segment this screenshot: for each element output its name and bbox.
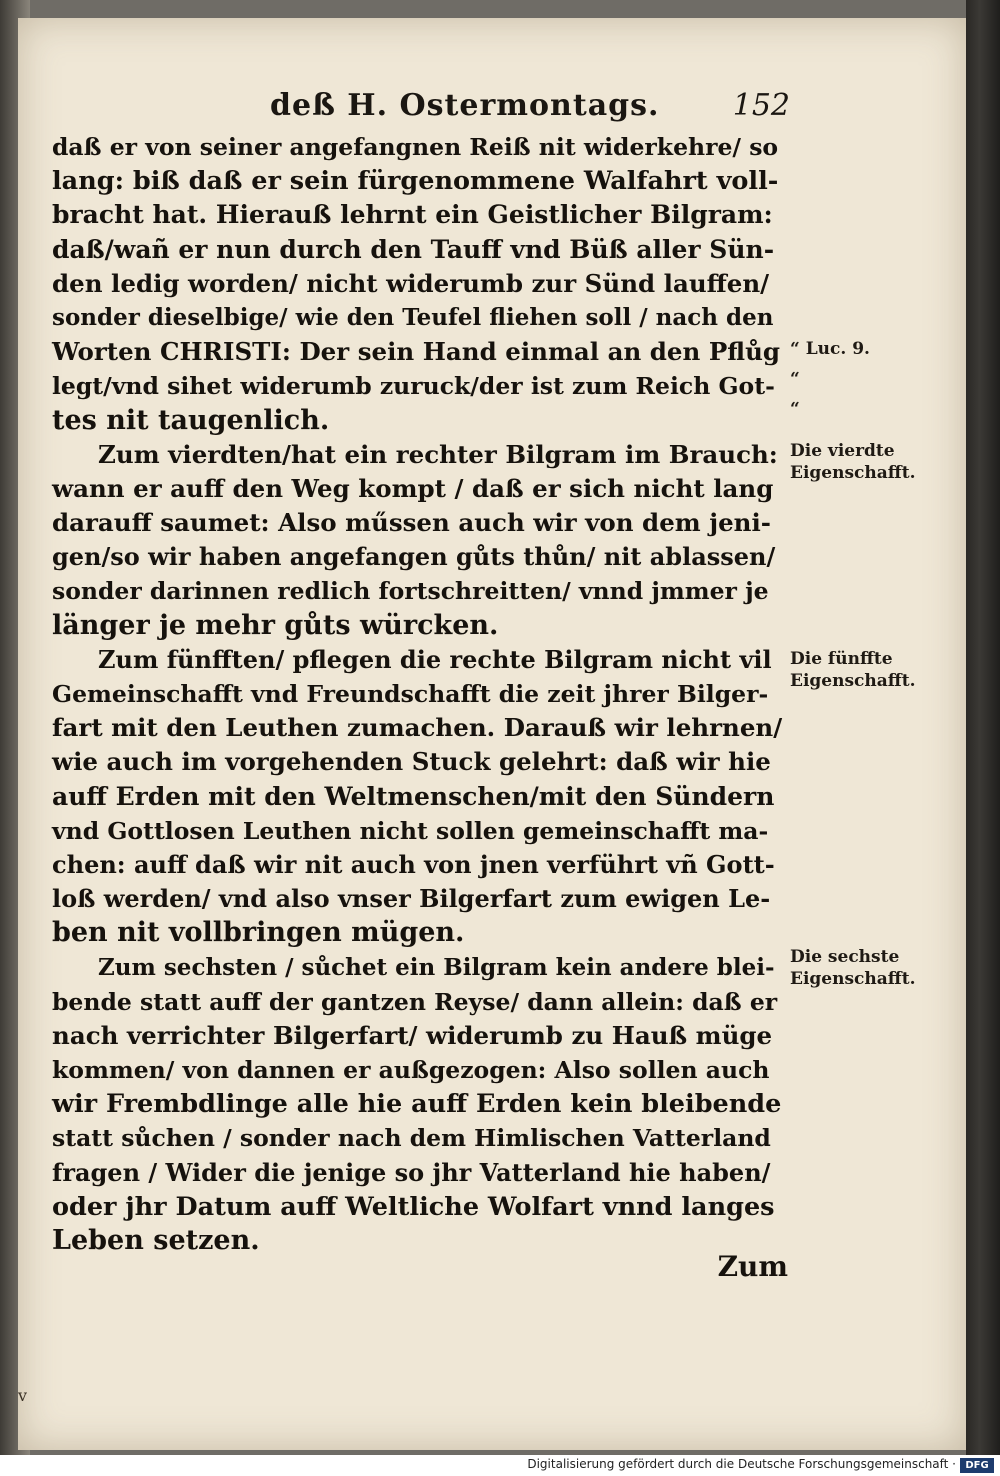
- text-line: fragen / Wider die jenige so jhr Vatterland hie haben/: [52, 1157, 771, 1187]
- margin-note-sechste: Die sechste Eigenschafft.: [790, 947, 916, 989]
- text-line: kommen/ von dannen er außgezogen: Also sollen auch: [52, 1056, 770, 1085]
- text-line: Worten CHRISTI: Der sein Hand einmal an den Pflůg: [52, 337, 781, 367]
- text-line: Zum sechsten / sůchet ein Bilgram kein andere blei-: [98, 953, 775, 981]
- margin-note-vierdte: Die vierdte Eigenschafft.: [790, 441, 916, 483]
- text-line: Zum vierdten/hat ein rechter Bilgram im Brauch:: [98, 439, 778, 469]
- footer-bar: [0, 1455, 1000, 1476]
- footer-credit: Digitalisierung gefördert durch die Deutsche Forschungsgemeinschaft ·: [527, 1457, 956, 1471]
- margin-note-quote-mark: “: [790, 369, 800, 389]
- running-head-title: deß H. Ostermontags.: [270, 88, 660, 123]
- text-line: ben nit vollbringen mügen.: [52, 917, 465, 949]
- text-line: wann er auff den Weg kompt / daß er sich nicht lang: [52, 473, 774, 503]
- text-line: auff Erden mit den Weltmenschen/mit den Sündern: [52, 781, 775, 811]
- text-line: fart mit den Leuthen zumachen. Darauß wir lehrnen/: [52, 713, 783, 743]
- text-line: lang: biß daß er sein fürgenommene Walfahrt voll-: [52, 166, 779, 197]
- running-head: [270, 88, 790, 128]
- text-line: chen: auff daß wir nit auch von jnen verführt vñ Gott-: [52, 849, 775, 879]
- page-number: 152: [732, 88, 790, 123]
- text-line: wie auch im vorgehenden Stuck gelehrt: daß wir hie: [52, 747, 771, 777]
- text-line: tes nit taugenlich.: [52, 404, 330, 436]
- text-line: sonder darinnen redlich fortschreitten/ vnnd jmmer je: [52, 577, 769, 606]
- text-line: länger je mehr gůts würcken.: [52, 609, 499, 641]
- page-edge-shadow: [966, 0, 1000, 1455]
- text-line: darauff saumet: Also műssen auch wir von dem jeni-: [52, 508, 771, 538]
- text-line: daß er von seiner angefangnen Reiß nit widerkehre/ so: [52, 133, 779, 161]
- text-line: statt sůchen / sonder nach dem Himlischen Vatterland: [52, 1124, 771, 1153]
- dfg-logo: DFG: [960, 1458, 994, 1473]
- text-line: oder jhr Datum auff Weltliche Wolfart vnnd langes: [52, 1191, 775, 1222]
- text-line: wir Frembdlinge alle hie auff Erden kein bleibende: [52, 1089, 782, 1120]
- margin-note-luc: “ Luc. 9.: [790, 339, 870, 359]
- text-line: legt/vnd sihet widerumb zuruck/der ist zum Reich Got-: [52, 372, 775, 401]
- catchword: Zum: [717, 1250, 788, 1283]
- text-line: Gemeinschafft vnd Freundschafft die zeit jhrer Bilger-: [52, 680, 769, 708]
- text-line: sonder dieselbige/ wie den Teufel fliehen soll / nach den: [52, 303, 774, 331]
- margin-note-fuenffte: Die fünffte Eigenschafft.: [790, 649, 916, 691]
- text-line: nach verrichter Bilgerfart/ widerumb zu Hauß müge: [52, 1020, 773, 1050]
- text-line: bende statt auff der gantzen Reyse/ dann allein: daß er: [52, 987, 778, 1016]
- margin-note-quote-mark: “: [790, 399, 800, 419]
- stray-mark: v: [18, 1386, 28, 1405]
- text-line: den ledig worden/ nicht widerumb zur Sünd lauffen/: [52, 268, 770, 298]
- text-line: loß werden/ vnd also vnser Bilgerfart zum ewigen Le-: [52, 884, 771, 914]
- text-line: bracht hat. Hierauß lehrnt ein Geistlicher Bilgram:: [52, 200, 773, 230]
- body-text: [52, 130, 782, 1258]
- text-line: Leben setzen.: [52, 1225, 260, 1256]
- text-line: daß/wañ er nun durch den Tauff vnd Büß aller Sün-: [52, 234, 775, 264]
- text-line: gen/so wir haben angefangen gůts thůn/ nit ablassen/: [52, 542, 776, 572]
- text-line: vnd Gottlosen Leuthen nicht sollen gemeinschafft ma-: [52, 816, 769, 845]
- text-line: Zum fünfften/ pflegen die rechte Bilgram nicht vil: [98, 644, 772, 674]
